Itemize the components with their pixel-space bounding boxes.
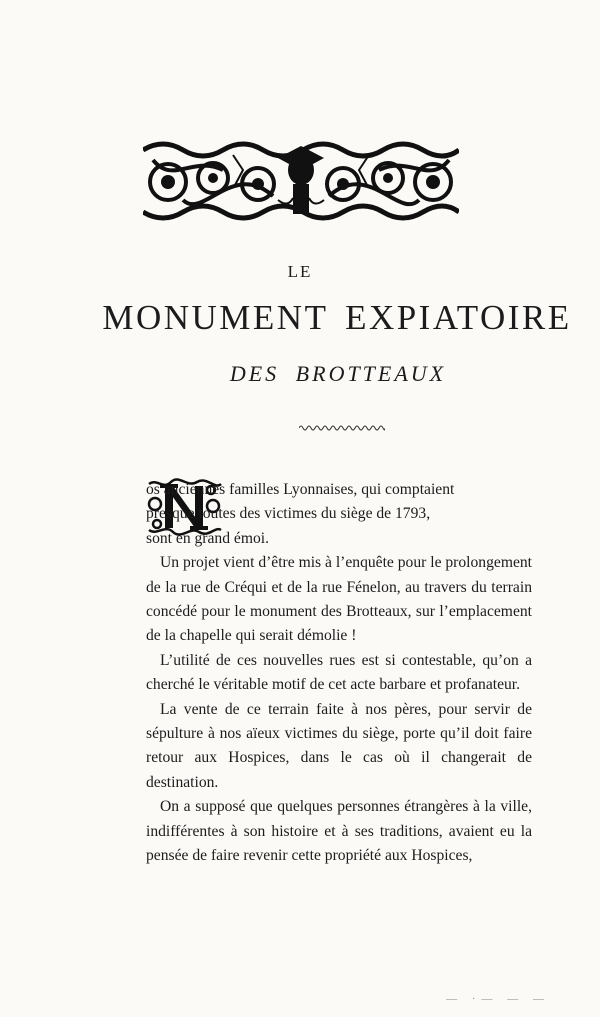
paragraph-1-line-3: sont en grand émoi. (146, 529, 269, 547)
body-text (146, 478, 532, 869)
title-subtitle: DES BROTTEAUX (229, 361, 447, 386)
paragraph-3: L’utilité de ces nouvelles rues est si contestable, qu’on a cherché le véritable motif de cet acte barbare et profanateur. (146, 651, 532, 694)
title-main: MONUMENT EXPIATOIRE (102, 298, 572, 337)
paragraph-1-line-2: presque toutes des victimes du siège de 1793, (146, 505, 431, 523)
paragraph-2: Un projet vient d’être mis à l’enquête pour le prolongement de la rue de Créqui et de la rue Fénelon, au travers du terrain concédé pour le monument des Brotteaux, sur l’emplacement de la chapelle qui serait démolie ! (146, 554, 532, 645)
ornamental-headpiece-icon (143, 140, 459, 222)
paragraph-1-line-1: os anciennes familles Lyonnaises, qui comptaient (146, 481, 455, 498)
paragraph-4: La vente de ce terrain faite à nos pères, pour servir de sépulture à nos aïeux victimes du siège, porte qu’il doit faire retour aux Hospices, dans le cas où il changerait de destination. (146, 700, 532, 791)
wavy-rule-icon (299, 424, 385, 432)
title-le: LE (287, 262, 313, 281)
paragraph-5: On a supposé que quelques personnes étrangères à la ville, indifférentes à son histoire et à ses traditions, avaient eu la pensée de faire revenir cette propriété aux Hospices, (146, 798, 532, 865)
footer-marks: — ·— — — (446, 993, 550, 1005)
